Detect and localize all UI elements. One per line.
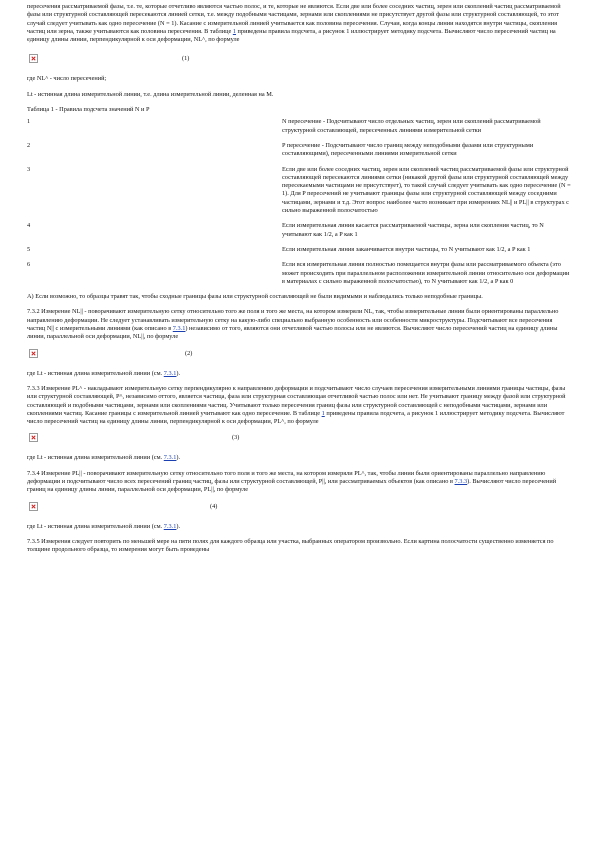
rule-number: 5 — [27, 245, 31, 253]
formula-3 — [27, 433, 572, 447]
rule-description: Если измерительная линия касается рассматриваемой частицы, зерна или скопления частиц, то N учитывают как 1/2, а P как 1 — [282, 222, 544, 238]
rule-number: 2 — [27, 141, 31, 149]
section-7-3-4: 7.3.4 Измерение PL|| - поворачивают измерительную сетку относительно того поля и того же места, на котором измеряли PL^, так, чтобы линии были ориентированы параллельно направлению деформации и подсчитывают число всех пересечений границ частиц, фазы или структурной составляющей, P||, или рассматриваемых объектов (как описано в 7.3.3). Вычисляют число пересечений границ на единицу длины линии, параллельной оси деформации, PL||, по формуле — [27, 469, 557, 494]
section-7-3-1-link[interactable]: 7.3.1 — [163, 369, 177, 377]
where-lt-4: где Lt - истинная длина измерительной линии (см. 7.3.1). — [27, 522, 181, 530]
where-lt-3: где Lt - истинная длина измерительной линии (см. 7.3.1). — [27, 454, 181, 462]
broken-image-icon — [29, 502, 38, 511]
section-7-3-5: 7.3.5 Измерения следует повторить по меньшей мере на пяти полях для каждого образца или участка, выбранных оператором произвольно. Если картина полосчатости существенно изменяется по толщине продольного образца, то измерения могут быть проведены — [27, 537, 554, 554]
broken-image-icon — [29, 54, 38, 63]
table-row — [27, 261, 572, 293]
rule-number: 6 — [27, 261, 31, 269]
formula-number: (1) — [182, 55, 190, 63]
table-row — [27, 222, 572, 246]
broken-image-icon — [29, 433, 38, 442]
document-page — [27, 3, 572, 554]
table-footnote: А) Если возможно, то образцы травят так, чтобы сходные границы фазы или структурной составляющей не были видимыми и наблюдались только неподобные границы. — [27, 293, 483, 301]
table-row — [27, 142, 572, 166]
formula-1 — [27, 54, 572, 68]
where-nl: где NL^ - число пересечений; — [27, 75, 107, 83]
rule-description: N пересечение - Подсчитывают число отдельных частиц, зерен или скоплений рассматриваемой структурной составляющей, пересеченных линиями измерительной сетки — [282, 118, 541, 134]
table-1-link[interactable]: 1 — [232, 27, 236, 35]
section-7-3-1-link[interactable]: 7.3.1 — [172, 325, 186, 333]
formula-number: (2) — [185, 349, 193, 357]
where-lt-2: где Lt - истинная длина измерительной линии (см. 7.3.1). — [27, 369, 181, 377]
table-row — [27, 118, 572, 142]
section-7-3-3-link[interactable]: 7.3.3 — [454, 477, 468, 485]
section-7-3-1-link[interactable]: 7.3.1 — [163, 454, 177, 462]
section-7-3-2: 7.3.2 Измерение NL|| - поворачивают измерительную сетку относительно того же поля и того же места, на котором измеряли NL, так, чтобы измерительные линии были ориентированы параллельно направлению деформации. Не следует устанавливать измерительную сетку на какую-либо специально выбранную особенность или особенности микроструктуры. Подсчитывают все пересечения частиц N|| с измерительными линиями (как описано в 7.3.1) независимо от того, являются они отчетливой частью полосы или не являются. Вычисляют число пересечений частиц на единицу длины линии, параллельной оси деформации, NL||, по формуле — [27, 308, 559, 341]
formula-number: (3) — [232, 434, 240, 442]
where-lt: Lt - истинная длина измерительной линии, т.е. длина измерительной линии, деленная на M. — [27, 90, 274, 98]
rule-description: P пересечение - Подсчитывают число границ между неподобными фазами или структурными составляющими), пересеченными линиями измерительной сетки — [282, 141, 534, 158]
counting-rules-table — [27, 118, 572, 293]
table-1-link[interactable]: 1 — [321, 409, 325, 417]
formula-2 — [27, 349, 572, 363]
broken-image-icon — [29, 349, 38, 358]
rule-description: Если вся измерительная линия полностью помещается внутри фазы или рассматриваемого объекта (это может происходить при параллельном расположении измерительной линии относительно оси деформации в материалах с сильно выраженной полосчатостью), то N учитывают как 1/2, а P как 0 — [282, 261, 570, 285]
rule-number: 1 — [27, 118, 31, 126]
rule-number: 4 — [27, 222, 31, 230]
rule-description: Если измерительная линия заканчивается внутри частицы, то N учитывают как 1/2, а P как 1 — [282, 245, 531, 253]
table-caption: Таблица 1 - Правила подсчета значений N и P — [27, 106, 150, 114]
table-row — [27, 166, 572, 223]
rule-description: Если две или более соседних частиц, зерен или скоплений частиц рассматриваемой фазы или структурной составляющей пересекаются линиями сетки (никакой другой фазы или структурной составляющей между пересекаемыми частицами не присутствует), то такой случай следует учитывать как одно пересечение (N = 1). Для P пересечений не учитывают границы фазы или структурной составляющей между соседними частицами, зернами и т.д. Этот вопрос наиболее часто возникает при измерениях NL|| и PL|| в структурах с сильно выраженной полосчатостью — [282, 165, 571, 215]
formula-number: (4) — [210, 502, 218, 510]
table-row — [27, 246, 572, 261]
section-7-3-1-link[interactable]: 7.3.1 — [163, 522, 177, 530]
formula-4 — [27, 502, 572, 516]
intro-paragraph: пересечения рассматриваемой фазы, т.е. те, которые отчетливо являются частью полос, и те, которые не являются. Если две или более соседних частиц, зерен или скоплений частиц рассматриваемой фазы или структурной составляющей пересекаются линией сетки, т.е. между подобными частицами, зернами или скоплениями не присутствует другой фазы или структурной составляющей, то этот случай следует учитывать как одно пересечение (N = 1). Касание с измерительной линией учитывается как половина пересечения. Случаи, когда концы линии находятся внутри частицы, скопления частиц или зерна, также учитываются как половина пересечения. В таблице 1 приведены правила подсчета, а рисунок 1 иллюстрирует методику подсчета. Вычисляют число пересечений частиц на единицу длины линии, перпендикулярной к оси деформации, NL^, по формуле — [27, 3, 561, 44]
rule-number: 3 — [27, 165, 31, 173]
section-7-3-3: 7.3.3 Измерение PL^ - накладывают измерительную сетку перпендикулярно к направлению деформации и подсчитывают число случаев пересечения измерительными линиями границы частицы, фазы или структурной составляющей, P^, независимо оттого, является частица, фаза или структурная составляющая отчетливой частью полос или нет. Не учитывают границу между фазой или структурной составляющей и подобными частицами, зернами или скоплениями частиц. Учитывают только пересечения границ фазы или структурной составляющей с неподобными частицами, зернами или скоплениями частиц. Касание границы с измерительной линией учитывают как одно пересечение. В таблице 1 приведены правила подсчета, а рисунок 1 иллюстрирует методику подсчета. Вычисляют число пересечений частиц на единицу длины линии, перпендикулярной к оси деформации, PL^, по формуле — [27, 384, 566, 426]
